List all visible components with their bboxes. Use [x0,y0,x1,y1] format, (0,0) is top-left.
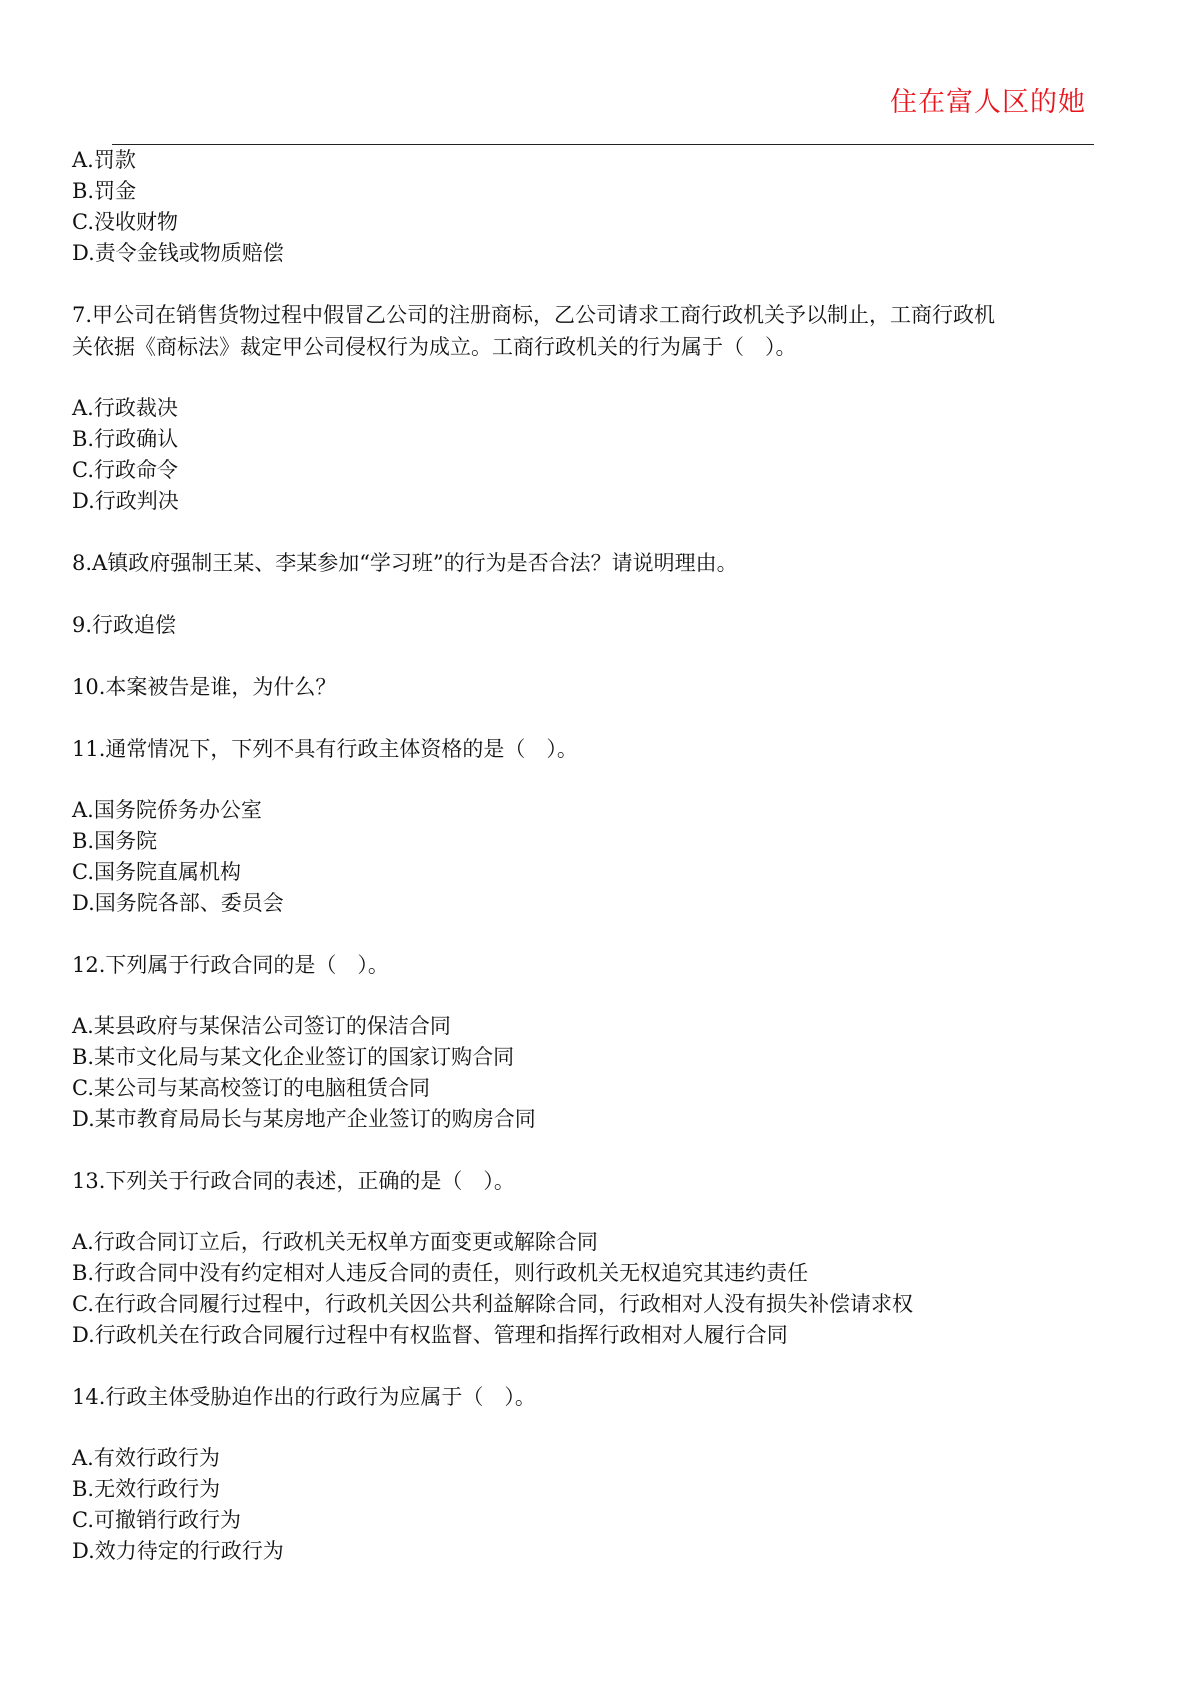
question-12 [72,949,1132,1135]
option-a: A.行政裁决 [72,396,178,420]
option-c: C.没收财物 [72,210,178,234]
page-header-title: 住在富人区的她 [890,87,1086,118]
question-stem: 7.甲公司在销售货物过程中假冒乙公司的注册商标，乙公司请求工商行政机关予以制止，工商行政机 [72,303,996,327]
option-d: D.效力待定的行政行为 [72,1539,284,1563]
option-c: C.国务院直属机构 [72,860,241,884]
option-c: C.某公司与某高校签订的电脑租赁合同 [72,1076,430,1100]
option-b: B.行政确认 [72,427,179,451]
option-c: C.在行政合同履行过程中，行政机关因公共利益解除合同，行政相对人没有损失补偿请求权 [72,1292,913,1316]
question-10: 10.本案被告是谁，为什么？ [72,675,337,699]
option-d: D.责令金钱或物质赔偿 [72,241,284,265]
option-c: C.行政命令 [72,458,178,482]
option-a: A.某县政府与某保洁公司签订的保洁合同 [72,1014,451,1038]
option-b: B.行政合同中没有约定相对人违反合同的责任，则行政机关无权追究其违约责任 [72,1261,809,1285]
question-9: 9.行政追偿 [72,613,177,637]
question-stem: 11.通常情况下，下列不具有行政主体资格的是（ ）。 [72,737,578,761]
option-b: B.罚金 [72,179,137,203]
option-a: A.罚款 [72,148,136,172]
option-b: B.国务院 [72,829,158,853]
option-a: A.国务院侨务办公室 [72,798,262,822]
option-a: A.有效行政行为 [72,1446,220,1470]
option-d: D.某市教育局局长与某房地产企业签订的购房合同 [72,1107,536,1131]
option-c: C.可撤销行政行为 [72,1508,241,1532]
question-stem: 关依据《商标法》裁定甲公司侵权行为成立。工商行政机关的行为属于（ ）。 [72,335,797,359]
option-a: A.行政合同订立后，行政机关无权单方面变更或解除合同 [72,1230,598,1254]
question-stem: 13.下列关于行政合同的表述，正确的是（ ）。 [72,1169,515,1193]
option-d: D.行政判决 [72,489,179,513]
question-11 [72,733,1132,919]
question-14 [72,1381,1132,1567]
question-13 [72,1165,1132,1351]
question-6-options [72,145,1132,269]
option-b: B.无效行政行为 [72,1477,221,1501]
option-d: D.行政机关在行政合同履行过程中有权监督、管理和指挥行政相对人履行合同 [72,1323,788,1347]
question-stem: 12.下列属于行政合同的是（ ）。 [72,953,389,977]
option-d: D.国务院各部、委员会 [72,891,284,915]
question-7 [72,299,1132,517]
question-8: 8.A镇政府强制王某、李某参加“学习班”的行为是否合法？请说明理由。 [72,551,738,575]
option-b: B.某市文化局与某文化企业签订的国家订购合同 [72,1045,515,1069]
question-stem: 14.行政主体受胁迫作出的行政行为应属于（ ）。 [72,1385,536,1409]
document-body [72,145,1132,1567]
